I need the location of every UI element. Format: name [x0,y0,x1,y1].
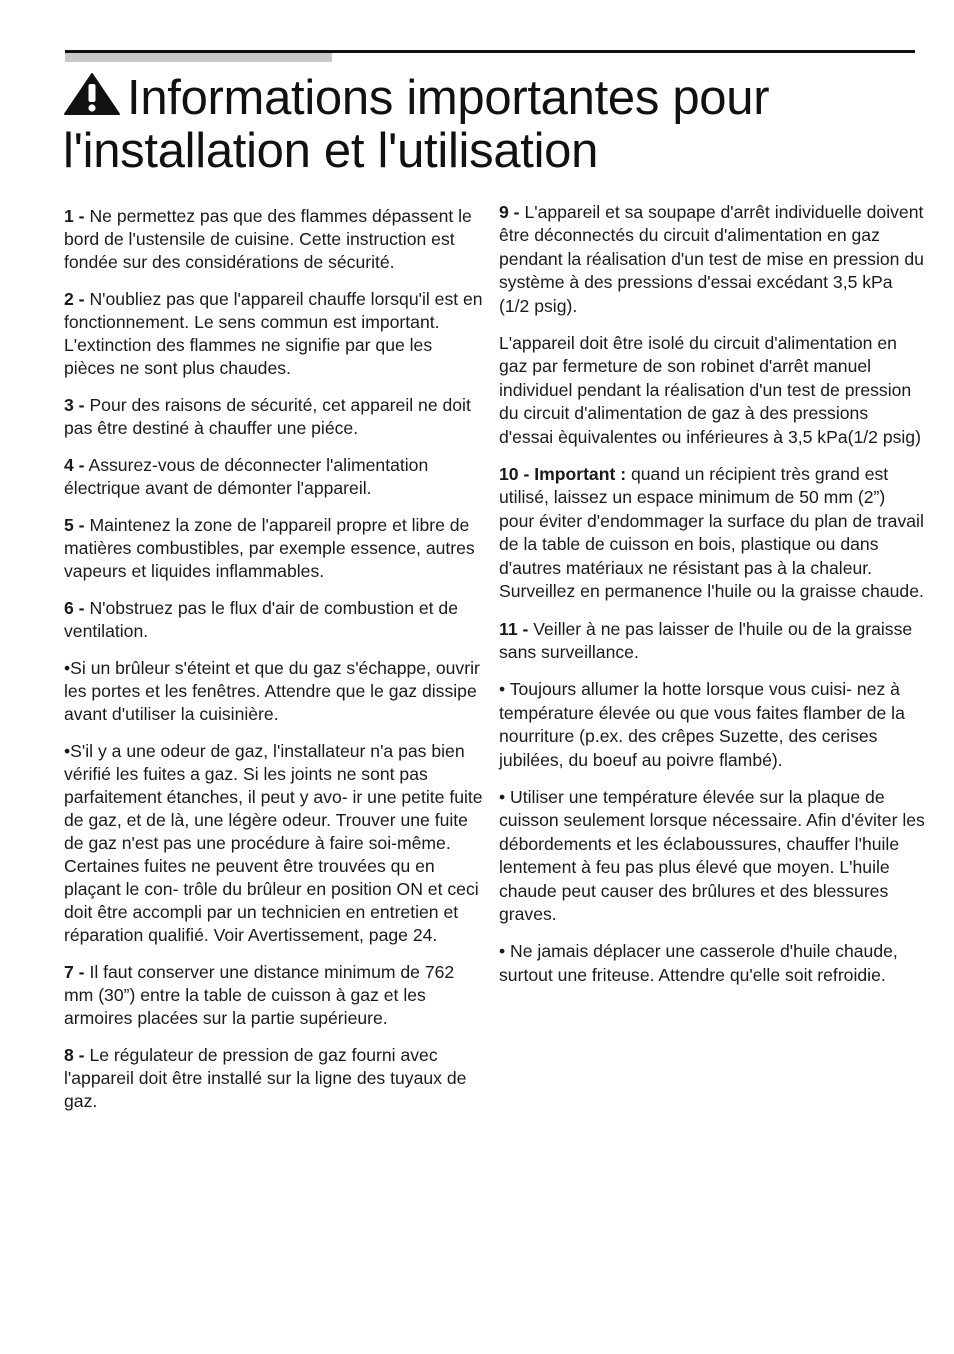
item-number: 7 - [64,962,85,982]
page-title-text: Informations importantes pour l'installation et l'utilisation [63,71,770,178]
item-number: 5 - [64,515,85,535]
instruction-item-8 [64,1044,484,1113]
item-number: 2 - [64,289,85,309]
instruction-item-2 [64,288,484,380]
item-text: Il faut conserver une distance minimum de 762 mm (30”) entre la table de cuisson à gaz et les armoires placées sur la partie supérieure. [64,962,455,1028]
warning-triangle-icon [63,72,121,116]
item-text: Assurez-vous de déconnecter l'alimentation électrique avant de démonter l'appareil. [64,455,429,498]
item-text: Maintenez la zone de l'appareil propre et libre de matières combustibles, par exemple essence, autres vapeurs et liquides inflammables. [64,515,475,581]
item-number: 6 - [64,598,85,618]
instruction-item-5 [64,514,484,583]
item-text: Veiller à ne pas laisser de l'huile ou de la graisse sans surveillance. [499,618,913,662]
instruction-item-9-continued [499,332,925,449]
bullet-gas-leak [64,657,484,726]
item-number: 3 - [64,395,85,415]
item-number: 10 - Important : [499,464,627,485]
instruction-item-3 [64,394,484,440]
item-text: • Utiliser une température élevée sur la plaque de cuisson seulement lorsque nécessaire. Afin d'éviter les débordements et les éclaboussures, chauffer l'huile lentement à feu pas plus élevé que moyen. L'huile chaude peut causer des brûlures et des blessures graves. [499,786,925,924]
instruction-item-7 [64,961,484,1030]
instruction-item-10 [499,463,925,603]
instruction-item-11 [499,618,925,665]
item-number: 11 - [499,618,529,639]
item-number: 8 - [64,1045,85,1065]
instruction-item-9 [499,201,925,318]
bullet-high-temperature [499,786,925,926]
bullet-hood [499,678,925,772]
item-text: quand un récipient très grand est utilisé, laissez un espace minimum de 50 mm (2”) pour éviter d'endommager la surface du plan de travail de la table de cuisson en bois, plastique ou dans d'autres matériaux ne résistant pas à la chaleur. Surveillez en permanence l'huile ou la graisse chaude. [499,464,924,602]
item-text: • Toujours allumer la hotte lorsque vous cuisi- nez à température élevée ou que vous faites flamber de la nourriture (p.ex. des crêpes Suzette, des cerises jubilées, du boeuf au poivre flambé). [499,679,905,770]
page-title [63,72,923,178]
bullet-gas-odor [64,740,484,947]
instruction-item-4 [64,454,484,500]
item-text: •Si un brûleur s'éteint et que du gaz s'échappe, ouvrir les portes et les fenêtres. Attendre que le gaz dissipe avant d'utiliser la cuisinière. [64,658,480,724]
instruction-item-1 [64,205,484,274]
item-text: Ne permettez pas que des flammes dépassent le bord de l'ustensile de cuisine. Cette instruction est fondée sur des considérations de sécurité. [64,206,472,272]
right-column [499,201,925,1001]
item-text: N'oubliez pas que l'appareil chauffe lorsqu'il est en fonctionnement. Le sens commun est important. L'extinction des flammes ne signifie par que les pièces ne sont plus chaudes. [64,289,483,378]
left-column [64,205,484,1127]
item-number: 4 - [64,455,85,475]
item-text: •S'il y a une odeur de gaz, l'installateur n'a pas bien vérifié les fuites a gaz. Si les joints ne sont pas parfaitement étanches, il peut y avo- ir une petite fuite de gaz, et de là, une légère odeur. Trouver une fuite de gaz n'est pas une procédure à faire soi-même. Certaines fuites ne peuvent être trouvées qu en plaçant le con- trôle du brûleur en position ON et ceci doit être accompli par un technicien en entretien et réparation qualifié. Voir Avertissement, page 24. [64,741,483,945]
item-number: 1 - [64,206,85,226]
item-text: L'appareil doit être isolé du circuit d'alimentation en gaz par fermeture de son robinet d'arrêt manuel individuel pendant la réalisation d'un test de pression du circuit d'alimentation de gaz à des pressions d'essai èquivalentes ou inférieures à 3,5 kPa(1/2 psig) [499,333,921,447]
item-number: 9 - [499,202,520,222]
instruction-item-6 [64,597,484,643]
item-text: L'appareil et sa soupape d'arrêt individuelle doivent être déconnectés du circuit d'alimentation en gaz pendant la réalisation d'un test de mise en pression du système à des pressions d'essai excédant 3,5 kPa (1/2 psig). [499,202,924,316]
header-rule-accent [65,53,332,62]
item-text: Pour des raisons de sécurité, cet appareil ne doit pas être destiné à chauffer une piéce. [64,395,471,438]
bullet-hot-oil-pan [499,940,925,987]
item-text: N'obstruez pas le flux d'air de combustion et de ventilation. [64,598,459,641]
item-text: Le régulateur de pression de gaz fourni avec l'appareil doit être installé sur la ligne des tuyaux de gaz. [64,1045,467,1111]
item-text: • Ne jamais déplacer une casserole d'huile chaude, surtout une friteuse. Attendre qu'elle soit refroidie. [499,941,898,985]
